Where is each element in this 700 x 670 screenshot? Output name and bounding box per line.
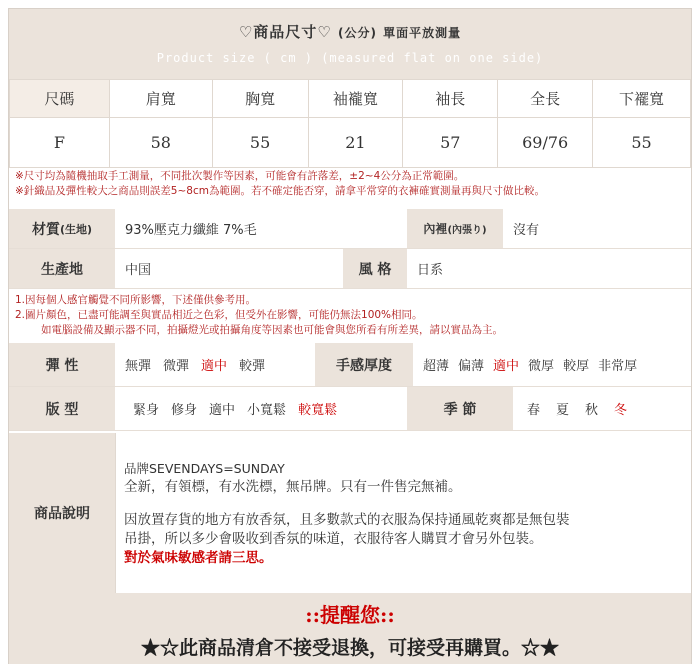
- size-note-1: ※尺寸均為隨機抽取手工測量，不同批次製作等因素，可能會有許落差，±2~4公分為正常範圍。: [15, 170, 465, 182]
- description-line: 因放置存貨的地方有放香氛，且多數款式的衣服為保持通風乾爽都是無包裝: [124, 512, 570, 528]
- description-line: 吊掛，所以多少會吸收到香氛的味道，衣服待客人購買才會另外包裝。: [124, 531, 543, 547]
- fit-option: 緊身: [133, 403, 160, 418]
- size-title: [9, 21, 691, 42]
- size-title-main: ♡商品尺寸♡: [238, 23, 332, 41]
- lining-label-text: 內裡: [423, 222, 448, 236]
- season-label: 季 節: [407, 387, 513, 431]
- product-info-card: [8, 8, 692, 664]
- size-header-cell: 下襬寬: [593, 80, 691, 118]
- color-note-3: 如電腦設備及顯示器不同，拍攝燈光或拍攝角度等因素也可能會與您所看有所差異，請以實品為主。: [41, 324, 503, 336]
- season-option-selected: 冬: [614, 403, 628, 418]
- thickness-option: 非常厚: [598, 359, 638, 374]
- fit-option: 修身: [171, 403, 198, 418]
- elasticity-label: 彈 性: [9, 343, 115, 387]
- color-note-2: 2.圖片顏色，已盡可能調至與實品相近之色彩，但受外在影響，可能仍無法100%相同。: [15, 309, 423, 321]
- description-warning: 對於氣味敏感者請三思。: [124, 550, 273, 566]
- elasticity-option: 微彈: [163, 359, 190, 374]
- size-value-cell: 55: [593, 118, 691, 168]
- style-label: 風 格: [343, 249, 407, 289]
- origin-value: 中国: [115, 249, 343, 289]
- thickness-options: [413, 343, 691, 387]
- size-header-cell: 胸寬: [212, 80, 308, 118]
- size-header-cell: 全長: [498, 80, 593, 118]
- size-value-cell: 69/76: [498, 118, 593, 168]
- size-title-unit: (公分): [337, 26, 377, 40]
- reminder-title: ::提醒您::: [305, 603, 395, 627]
- size-value-cell: 21: [308, 118, 403, 168]
- fit-option: 適中: [209, 403, 236, 418]
- color-note-1: 1.因每個人感官觸覺不同所影響，下述僅供參考用。: [15, 294, 257, 306]
- lining-label: [407, 209, 503, 249]
- size-value-cell: 57: [403, 118, 498, 168]
- lining-label-sub: (內張り): [447, 225, 487, 236]
- elasticity-option: 較彈: [239, 359, 266, 374]
- origin-label: 生產地: [9, 249, 115, 289]
- size-value-cell: 55: [212, 118, 308, 168]
- size-note-2: ※針織品及彈性較大之商品則誤差5~8cm為範圍。若不確定能否穿，請拿平常穿的衣褲確實測量再與尺寸做比較。: [15, 185, 545, 197]
- size-table-value-row: [10, 118, 691, 168]
- description-line: 品牌SEVENDAYS=SUNDAY: [124, 461, 285, 476]
- elasticity-options: [115, 343, 315, 387]
- thickness-option: 偏薄: [458, 359, 485, 374]
- size-table: [9, 79, 691, 168]
- size-header-cell: 袖長: [403, 80, 498, 118]
- size-subtitle: Product size ( cm ) (measured flat on one side): [156, 51, 544, 65]
- fit-options: [115, 387, 407, 431]
- thickness-option: 較厚: [563, 359, 590, 374]
- fit-option-selected: 較寬鬆: [298, 403, 338, 418]
- size-title-band: [9, 9, 691, 79]
- description-line: 全新，有領標，有水洗標，無吊牌。只有一件售完無補。: [124, 479, 462, 495]
- elasticity-option: 無彈: [125, 359, 152, 374]
- size-value-cell: F: [10, 118, 110, 168]
- reminder-text: ★☆此商品清倉不接受退換，可接受再購買。☆★: [140, 637, 559, 659]
- size-table-header-row: [10, 80, 691, 118]
- thickness-label: 手感厚度: [315, 343, 413, 387]
- thickness-option-selected: 適中: [493, 359, 520, 374]
- season-options: [513, 387, 691, 431]
- elasticity-option-selected: 適中: [201, 359, 228, 374]
- size-header-cell: 袖襱寬: [308, 80, 403, 118]
- size-header-cell: 尺碼: [10, 80, 110, 118]
- season-option: 秋: [585, 403, 599, 418]
- description-body: [115, 433, 691, 593]
- thickness-option: 超薄: [423, 359, 450, 374]
- lining-value: 沒有: [503, 209, 691, 249]
- size-value-cell: 58: [109, 118, 212, 168]
- season-option: 春: [527, 403, 541, 418]
- fit-label: 版 型: [9, 387, 115, 431]
- thickness-option: 微厚: [528, 359, 555, 374]
- size-header-cell: 肩寬: [109, 80, 212, 118]
- description-label: 商品說明: [9, 433, 115, 593]
- material-label-sub: (生地): [59, 222, 93, 236]
- material-label: [9, 209, 115, 249]
- size-title-method: 單面平放測量: [383, 26, 462, 40]
- reminder-band: [9, 593, 691, 664]
- fit-option: 小寬鬆: [247, 403, 287, 418]
- material-value: 93%壓克力纖維 7%毛: [115, 209, 407, 249]
- style-value: 日系: [407, 249, 691, 289]
- season-option: 夏: [556, 403, 570, 418]
- material-label-text: 材質: [31, 221, 60, 238]
